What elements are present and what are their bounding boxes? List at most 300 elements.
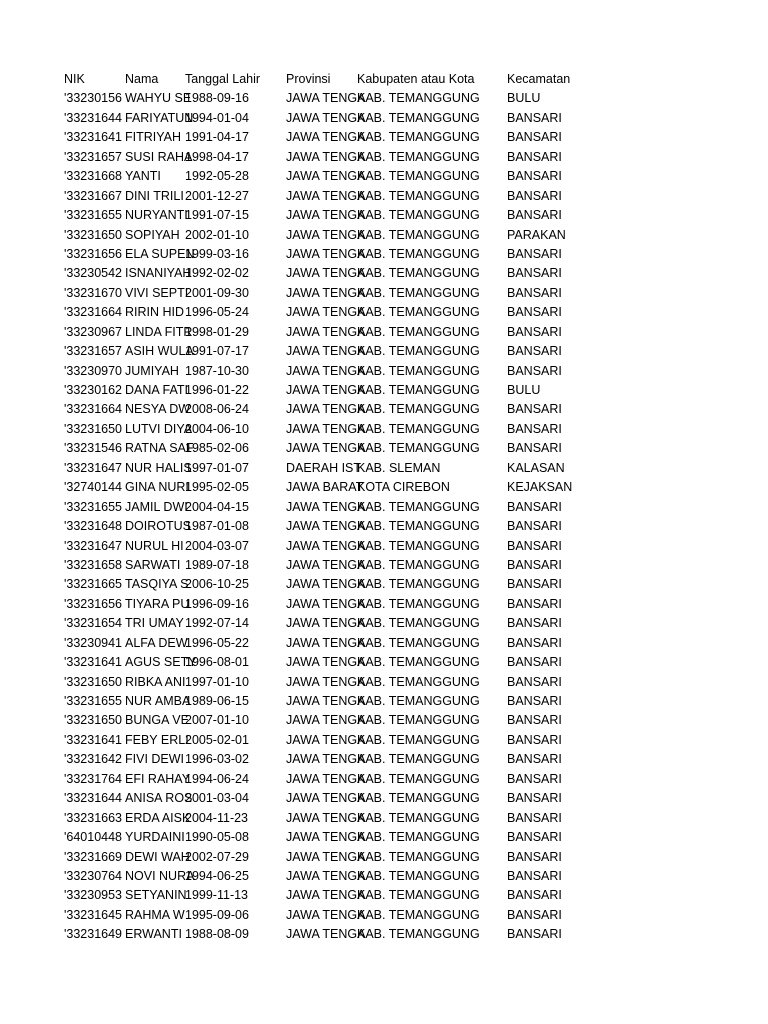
cell-tanggal-lahir: 1996-01-22 [185,383,249,397]
table-row [64,459,584,478]
cell-nik: '33231650 [64,227,123,242]
cell-tanggal-lahir: 1998-01-29 [185,324,249,339]
cell-provinsi: JAWA TENGA [286,421,366,436]
cell-provinsi: JAWA TENGA [286,285,366,300]
table-row [64,809,584,828]
cell-tanggal-lahir: 1996-08-01 [185,655,249,670]
cell-kabupaten-kota: KAB. TEMANGGUNG [357,519,480,534]
cell-nik: '33231669 [64,849,123,864]
cell-tanggal-lahir: 2004-06-10 [185,421,249,436]
cell-provinsi: JAWA TENGA [286,499,366,514]
table-row [64,381,584,400]
cell-kabupaten-kota: KAB. TEMANGGUNG [357,907,480,922]
cell-kecamatan: BANSARI [507,655,562,670]
cell-nama: GINA NURI [125,480,189,495]
cell-provinsi: JAWA TENGA [286,694,366,708]
cell-tanggal-lahir: 2006-10-25 [185,577,249,592]
cell-kabupaten-kota: KAB. TEMANGGUNG [357,441,480,456]
cell-tanggal-lahir: 2001-09-30 [185,285,249,300]
table-row [64,673,584,692]
cell-kabupaten-kota: KAB. TEMANGGUNG [357,732,480,747]
table-row [64,498,584,517]
table-row [64,284,584,303]
cell-tanggal-lahir: 1996-05-22 [185,635,249,650]
cell-nama: ISNANIYAH [125,266,192,281]
cell-kecamatan: BANSARI [507,130,562,145]
cell-kecamatan: BANSARI [507,363,562,378]
cell-kabupaten-kota: KAB. TEMANGGUNG [357,849,480,864]
cell-tanggal-lahir: 1995-02-05 [185,480,249,495]
table-row [64,886,584,905]
cell-nama: ERDA AISK [125,810,191,825]
cell-kabupaten-kota: KAB. TEMANGGUNG [357,868,480,883]
cell-kabupaten-kota: KAB. TEMANGGUNG [357,227,480,242]
cell-tanggal-lahir: 1991-07-17 [185,344,249,359]
cell-kabupaten-kota: KAB. TEMANGGUNG [357,752,480,767]
cell-kabupaten-kota: KAB. TEMANGGUNG [357,694,480,708]
cell-provinsi: JAWA TENGA [286,324,366,339]
cell-kabupaten-kota: KAB. TEMANGGUNG [357,771,480,786]
cell-tanggal-lahir: 1987-10-30 [185,363,249,378]
cell-tanggal-lahir: 1994-06-25 [185,868,249,883]
cell-kabupaten-kota: KAB. SLEMAN [357,460,441,475]
cell-tanggal-lahir: 1995-09-06 [185,907,249,922]
cell-kabupaten-kota: KAB. TEMANGGUNG [357,91,480,106]
cell-kecamatan: BANSARI [507,110,562,125]
cell-tanggal-lahir: 1999-03-16 [185,246,249,261]
table-row [64,167,584,186]
cell-nama: ASIH WULA [125,344,194,359]
cell-kecamatan: BANSARI [507,907,562,922]
cell-kecamatan: BANSARI [507,402,562,417]
cell-nik: '33231647 [64,538,123,553]
cell-provinsi: JAWA TENGA [286,246,366,261]
cell-nik: '33231654 [64,616,123,631]
cell-nik: '33230764 [64,868,123,883]
cell-provinsi: JAWA TENGA [286,344,366,359]
cell-kabupaten-kota: KAB. TEMANGGUNG [357,713,480,728]
cell-nik: '33231650 [64,674,123,689]
cell-kecamatan: BANSARI [507,713,562,728]
cell-nik: '33231667 [64,188,123,203]
cell-provinsi: JAWA TENGA [286,868,366,883]
cell-kecamatan: BANSARI [507,246,562,261]
cell-kabupaten-kota: KAB. TEMANGGUNG [357,557,480,572]
cell-kecamatan: BANSARI [507,830,562,845]
table-row [64,517,584,536]
spreadsheet-table [64,70,584,945]
cell-kabupaten-kota: KAB. TEMANGGUNG [357,830,480,845]
cell-nama: SARWATI [125,557,181,572]
cell-nik: '33231656 [64,246,123,261]
cell-kabupaten-kota: KAB. TEMANGGUNG [357,810,480,825]
cell-nik: '33231641 [64,655,123,670]
cell-kecamatan: BANSARI [507,169,562,184]
cell-nama: SOPIYAH [125,227,180,242]
cell-kabupaten-kota: KAB. TEMANGGUNG [357,674,480,689]
cell-nama: DINI TRILI [125,188,184,203]
cell-kabupaten-kota: KAB. TEMANGGUNG [357,655,480,670]
cell-kabupaten-kota: KAB. TEMANGGUNG [357,402,480,417]
cell-kabupaten-kota: KAB. TEMANGGUNG [357,208,480,223]
cell-kecamatan: BANSARI [507,810,562,825]
cell-tanggal-lahir: 2004-04-15 [185,499,249,514]
cell-kecamatan: BANSARI [507,208,562,223]
cell-tanggal-lahir: 2007-01-10 [185,713,249,728]
cell-nama: RIBKA ANI [125,674,186,689]
cell-nik: '33231656 [64,596,123,611]
cell-nik: '33230162 [64,383,123,397]
table-row [64,245,584,264]
table-row [64,906,584,925]
cell-nik: '33231655 [64,499,123,514]
cell-nik: '33231657 [64,344,123,359]
cell-nama: ALFA DEW [125,635,188,650]
cell-provinsi: JAWA TENGA [286,577,366,592]
cell-nik: '33231664 [64,305,123,320]
cell-kecamatan: BANSARI [507,305,562,320]
cell-tanggal-lahir: 1992-02-02 [185,266,249,281]
cell-kecamatan: BANSARI [507,888,562,903]
cell-kabupaten-kota: KAB. TEMANGGUNG [357,616,480,631]
cell-provinsi: JAWA TENGA [286,169,366,184]
cell-kabupaten-kota: KAB. TEMANGGUNG [357,791,480,806]
cell-nama: RIRIN HID [125,305,185,320]
cell-nama: NUR AMBA [125,694,191,708]
cell-kecamatan: BANSARI [507,927,562,942]
table-row [64,770,584,789]
table-row [64,362,584,381]
cell-kabupaten-kota: KAB. TEMANGGUNG [357,324,480,339]
cell-nama: NESYA DW [125,402,191,417]
cell-nama: BUNGA VE [125,713,189,728]
cell-nik: '33231648 [64,519,123,534]
cell-nik: '33230542 [64,266,123,281]
cell-nik: '33231650 [64,713,123,728]
cell-nama: ELA SUPEN [125,246,195,261]
cell-nama: SETYANIN [125,888,187,903]
table-row [64,303,584,322]
table-row [64,109,584,128]
cell-tanggal-lahir: 1997-01-07 [185,460,249,475]
cell-nama: NURYANTI [125,208,188,223]
table-row [64,634,584,653]
cell-kabupaten-kota: KAB. TEMANGGUNG [357,188,480,203]
cell-kecamatan: BANSARI [507,752,562,767]
cell-provinsi: JAWA TENGA [286,538,366,553]
cell-nama: TIYARA PU [125,596,190,611]
cell-provinsi: JAWA TENGA [286,596,366,611]
cell-provinsi: JAWA TENGA [286,188,366,203]
cell-nik: '33231641 [64,732,123,747]
table-row [64,128,584,147]
table-body [64,89,584,944]
cell-nik: '33231655 [64,694,123,708]
cell-kecamatan: BANSARI [507,441,562,456]
cell-tanggal-lahir: 1988-09-16 [185,91,249,106]
cell-provinsi: JAWA TENGA [286,266,366,281]
cell-nik: '33230941 [64,635,123,650]
cell-provinsi: DAERAH IST [286,460,362,475]
cell-nama: YURDAINI [125,830,185,845]
cell-kecamatan: BANSARI [507,266,562,281]
cell-nama: EFI RAHAY [125,771,191,786]
header-tanggal-lahir: Tanggal Lahir [185,72,261,86]
table-row [64,692,584,711]
cell-kecamatan: BULU [507,383,541,397]
table-row [64,925,584,944]
cell-tanggal-lahir: 1992-05-28 [185,169,249,184]
cell-provinsi: JAWA TENGA [286,791,366,806]
cell-tanggal-lahir: 1996-05-24 [185,305,249,320]
cell-kabupaten-kota: KAB. TEMANGGUNG [357,266,480,281]
cell-provinsi: JAWA TENGA [286,110,366,125]
cell-tanggal-lahir: 1998-04-17 [185,149,249,164]
header-row [64,70,584,89]
cell-nik: '33231665 [64,577,123,592]
table-row [64,614,584,633]
cell-nik: '33231644 [64,110,123,125]
cell-kabupaten-kota: KAB. TEMANGGUNG [357,421,480,436]
cell-kecamatan: BANSARI [507,499,562,514]
cell-nik: '64010448 [64,830,123,845]
table-row [64,848,584,867]
cell-nik: '33230967 [64,324,123,339]
cell-tanggal-lahir: 1985-02-06 [185,441,249,456]
table-row [64,828,584,847]
cell-provinsi: JAWA TENGA [286,383,366,397]
cell-nik: '33231546 [64,441,123,456]
table-row [64,342,584,361]
cell-nik: '33231764 [64,771,123,786]
cell-kabupaten-kota: KAB. TEMANGGUNG [357,499,480,514]
cell-kecamatan: BANSARI [507,421,562,436]
cell-nama: ANISA ROS [125,791,193,806]
cell-tanggal-lahir: 1991-07-15 [185,208,249,223]
table-row [64,556,584,575]
table-row [64,206,584,225]
cell-provinsi: JAWA TENGA [286,752,366,767]
table-row [64,420,584,439]
cell-nik: '33231645 [64,907,123,922]
cell-kecamatan: BANSARI [507,635,562,650]
cell-provinsi: JAWA TENGA [286,713,366,728]
cell-provinsi: JAWA TENGA [286,363,366,378]
table-row [64,537,584,556]
cell-tanggal-lahir: 2002-01-10 [185,227,249,242]
cell-kabupaten-kota: KAB. TEMANGGUNG [357,130,480,145]
table-row [64,731,584,750]
cell-nama: JAMIL DWI [125,499,188,514]
cell-kecamatan: BANSARI [507,285,562,300]
cell-kecamatan: BANSARI [507,538,562,553]
cell-nama: YANTI [125,169,161,184]
cell-kabupaten-kota: KAB. TEMANGGUNG [357,344,480,359]
cell-kecamatan: BANSARI [507,149,562,164]
cell-kecamatan: BANSARI [507,188,562,203]
cell-tanggal-lahir: 1994-06-24 [185,771,249,786]
cell-nama: RAHMA W [125,907,185,922]
table-row [64,148,584,167]
cell-tanggal-lahir: 1992-07-14 [185,616,249,631]
cell-kecamatan: BANSARI [507,616,562,631]
cell-kecamatan: BANSARI [507,324,562,339]
cell-kecamatan: BANSARI [507,868,562,883]
cell-nama: NUR HALIS [125,460,192,475]
cell-nik: '33231650 [64,421,123,436]
table-row [64,400,584,419]
cell-kecamatan: BANSARI [507,694,562,708]
cell-nik: '33231642 [64,752,123,767]
cell-provinsi: JAWA TENGA [286,655,366,670]
cell-provinsi: JAWA TENGA [286,830,366,845]
cell-kabupaten-kota: KAB. TEMANGGUNG [357,285,480,300]
cell-tanggal-lahir: 2001-12-27 [185,188,249,203]
cell-nama: FITRIYAH [125,130,182,145]
cell-kecamatan: BANSARI [507,791,562,806]
cell-kabupaten-kota: KAB. TEMANGGUNG [357,538,480,553]
cell-nama: JUMIYAH [125,363,179,378]
cell-provinsi: JAWA TENGA [286,130,366,145]
cell-kecamatan: BANSARI [507,577,562,592]
cell-kecamatan: KEJAKSAN [507,480,573,495]
cell-provinsi: JAWA TENGA [286,888,366,903]
cell-tanggal-lahir: 1997-01-10 [185,674,249,689]
cell-nama: SUSI RAHA [125,149,193,164]
table-row [64,595,584,614]
cell-kecamatan: BANSARI [507,771,562,786]
cell-kabupaten-kota: KAB. TEMANGGUNG [357,596,480,611]
cell-tanggal-lahir: 2001-03-04 [185,791,249,806]
table-row [64,439,584,458]
cell-tanggal-lahir: 1989-06-15 [185,694,249,708]
cell-kecamatan: KALASAN [507,460,565,475]
table-row [64,323,584,342]
cell-tanggal-lahir: 1994-01-04 [185,110,249,125]
cell-tanggal-lahir: 1996-03-02 [185,752,249,767]
cell-nama: TASQIYA S [125,577,189,592]
cell-provinsi: JAWA TENGA [286,616,366,631]
table-row [64,478,584,497]
cell-kabupaten-kota: KAB. TEMANGGUNG [357,927,480,942]
table-row [64,89,584,108]
cell-provinsi: JAWA TENGA [286,305,366,320]
cell-kecamatan: BANSARI [507,596,562,611]
cell-nik: '33230970 [64,363,123,378]
cell-nama: WAHYU SE [125,91,192,106]
cell-nik: '33231641 [64,130,123,145]
cell-tanggal-lahir: 1996-09-16 [185,596,249,611]
cell-provinsi: JAWA TENGA [286,149,366,164]
cell-tanggal-lahir: 2004-11-23 [185,810,249,825]
cell-provinsi: JAWA TENGA [286,732,366,747]
table-row [64,867,584,886]
cell-nama: FARIYATUN [125,110,194,125]
cell-nama: RATNA SAF [125,441,194,456]
cell-kabupaten-kota: KAB. TEMANGGUNG [357,169,480,184]
cell-provinsi: JAWA TENGA [286,635,366,650]
cell-nik: '33230953 [64,888,123,903]
cell-kabupaten-kota: KAB. TEMANGGUNG [357,383,480,397]
table-row [64,575,584,594]
cell-kabupaten-kota: KAB. TEMANGGUNG [357,305,480,320]
cell-nik: '33230156 [64,91,123,106]
cell-provinsi: JAWA TENGA [286,91,366,106]
cell-tanggal-lahir: 2008-06-24 [185,402,249,417]
cell-kecamatan: BANSARI [507,674,562,689]
cell-tanggal-lahir: 1990-05-08 [185,830,249,845]
cell-kecamatan: BANSARI [507,519,562,534]
header-kabupaten-kota: Kabupaten atau Kota [357,72,475,86]
cell-nama: LINDA FITR [125,324,193,339]
cell-provinsi: JAWA TENGA [286,441,366,456]
cell-provinsi: JAWA TENGA [286,519,366,534]
header-provinsi: Provinsi [286,72,331,86]
cell-provinsi: JAWA TENGA [286,907,366,922]
cell-nik: '33231668 [64,169,123,184]
cell-kabupaten-kota: KOTA CIREBON [357,480,450,495]
cell-nama: AGUS SETY [125,655,197,670]
cell-kecamatan: BANSARI [507,849,562,864]
cell-kabupaten-kota: KAB. TEMANGGUNG [357,149,480,164]
header-nik: NIK [64,72,85,86]
cell-provinsi: JAWA TENGA [286,227,366,242]
cell-tanggal-lahir: 1991-04-17 [185,130,249,145]
cell-provinsi: JAWA TENGA [286,208,366,223]
cell-tanggal-lahir: 1988-08-09 [185,927,249,942]
cell-provinsi: JAWA BARAT [286,480,364,495]
cell-nama: FIVI DEWI [125,752,185,767]
cell-provinsi: JAWA TENGA [286,674,366,689]
cell-kabupaten-kota: KAB. TEMANGGUNG [357,246,480,261]
cell-nama: NOVI NURA [125,868,195,883]
cell-provinsi: JAWA TENGA [286,402,366,417]
table-row [64,750,584,769]
cell-kabupaten-kota: KAB. TEMANGGUNG [357,577,480,592]
cell-kabupaten-kota: KAB. TEMANGGUNG [357,888,480,903]
cell-nama: DEWI WAH [125,849,190,864]
header-kecamatan: Kecamatan [507,72,571,86]
cell-kecamatan: BANSARI [507,557,562,572]
table-row [64,711,584,730]
table-row [64,653,584,672]
cell-provinsi: JAWA TENGA [286,557,366,572]
cell-tanggal-lahir: 2002-07-29 [185,849,249,864]
header-nama: Nama [125,72,159,86]
cell-nama: DOIROTUS [125,519,191,534]
cell-kecamatan: BANSARI [507,344,562,359]
cell-tanggal-lahir: 2004-03-07 [185,538,249,553]
cell-nik: '33231658 [64,557,123,572]
cell-nik: '32740144 [64,480,123,495]
cell-provinsi: JAWA TENGA [286,927,366,942]
cell-provinsi: JAWA TENGA [286,849,366,864]
cell-kabupaten-kota: KAB. TEMANGGUNG [357,110,480,125]
cell-kecamatan: PARAKAN [507,227,566,242]
cell-nik: '33231657 [64,149,123,164]
cell-nama: VIVI SEPTI [125,285,189,300]
cell-nik: '33231655 [64,208,123,223]
cell-nik: '33231670 [64,285,123,300]
table-row [64,226,584,245]
cell-kabupaten-kota: KAB. TEMANGGUNG [357,363,480,378]
table-row [64,789,584,808]
cell-nama: DANA FATI [125,383,188,397]
cell-kecamatan: BULU [507,91,541,106]
cell-nama: NURUL HI [125,538,184,553]
cell-nama: LUTVI DIYA [125,421,193,436]
cell-nik: '33231664 [64,402,123,417]
